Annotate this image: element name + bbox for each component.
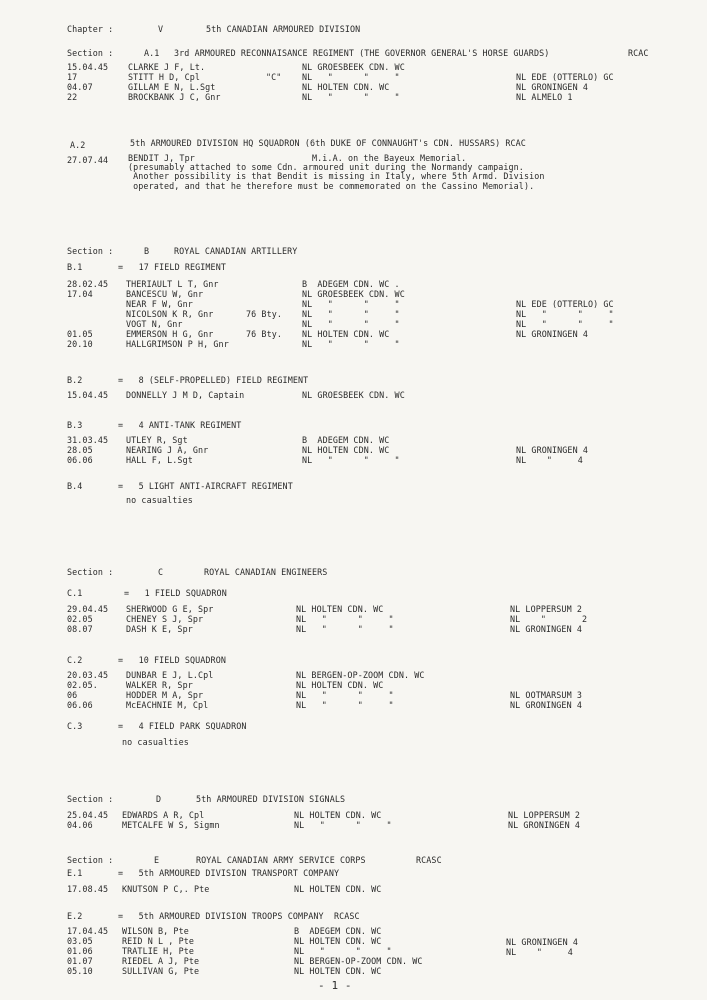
e2-row-date: 01.06 [67, 946, 93, 956]
a2-note: (presumably attached to some Cdn. armoured unit during the Normandy campaign. Another possibility is that Bendit is missing in Italy, where 5th Armd. Division operated, and that he therefore must be commemorated on the Cassino Memorial). [128, 162, 545, 191]
b1-row-name: VOGT N, Gnr [126, 319, 183, 329]
section-d-title: 5th ARMOURED DIVISION SIGNALS [196, 794, 346, 804]
e2-row-ref: B ADEGEM CDN. WC [294, 926, 382, 936]
e2-row-ref: NL HOLTEN CDN. WC [294, 936, 382, 946]
b1-row-ref: NL " " " [302, 299, 400, 309]
b1-row-ref: B ADEGEM CDN. WC . [302, 279, 400, 289]
c2-row-ref: NL " " " [296, 700, 394, 710]
c2-row-memorial: NL GRONINGEN 4 [510, 700, 582, 710]
b3-row-memorial: NL GRONINGEN 4 [516, 445, 588, 455]
a1-row-memorial: NL EDE (OTTERLO) GC [516, 72, 614, 82]
d-row-date: 25.04.45 [67, 810, 109, 820]
b1-code: B.1 [67, 262, 83, 272]
a1-row-name: GILLAM E N, L.Sgt [128, 82, 216, 92]
c2-row-date: 02.05. [67, 680, 98, 690]
b3-row-name: NEARING J A, Gnr [126, 445, 209, 455]
section-b-label: Section : [67, 246, 114, 256]
chapter-label: Chapter : [67, 24, 114, 34]
e2-row-name: RIEDEL A J, Pte [122, 956, 200, 966]
c2-row-date: 06 [67, 690, 78, 700]
section-e-title: ROYAL CANADIAN ARMY SERVICE CORPS [196, 855, 366, 865]
c2-row-ref: NL HOLTEN CDN. WC [296, 680, 384, 690]
a2-date: 27.07.44 [67, 155, 109, 165]
a1-row-date: 17 [67, 72, 78, 82]
b1-title: = 17 FIELD REGIMENT [118, 262, 226, 272]
b3-title: = 4 ANTI-TANK REGIMENT [118, 420, 242, 430]
a1-row-date: 04.07 [67, 82, 93, 92]
b3-row-name: UTLEY R, Sgt [126, 435, 188, 445]
b1-row-extra: 76 Bty. [246, 329, 282, 339]
c2-row-memorial: NL OOTMARSUM 3 [510, 690, 582, 700]
c1-row-ref: NL " " " [296, 624, 394, 634]
c2-row-ref: NL BERGEN-OP-ZOOM CDN. WC [296, 670, 425, 680]
e2-row-name: SULLIVAN G, Pte [122, 966, 200, 976]
b3-row-date: 28.05 [67, 445, 93, 455]
c1-row-date: 02.05 [67, 614, 93, 624]
a1-row-extra: "C" [266, 72, 282, 82]
b1-row-memorial: NL GRONINGEN 4 [516, 329, 588, 339]
c2-row-name: WALKER R, Spr [126, 680, 193, 690]
a1-row-date: 22 [67, 92, 78, 102]
d-row-name: METCALFE W S, Sigmn [122, 820, 220, 830]
section-a-label: Section : [67, 48, 114, 58]
b4-title: = 5 LIGHT ANTI-AIRCRAFT REGIMENT [118, 481, 293, 491]
e2-row-date: 17.04.45 [67, 926, 109, 936]
section-c-letter: C [158, 567, 164, 577]
a1-row-ref: NL " " " [302, 92, 400, 102]
a2-name: BENDIT J, Tpr [128, 153, 195, 163]
e2-row-name: REID N L , Pte [122, 936, 194, 946]
c3-note: no casualties [122, 737, 189, 747]
a1-row-memorial: NL GRONINGEN 4 [516, 82, 588, 92]
b2-title: = 8 (SELF-PROPELLED) FIELD REGIMENT [118, 375, 309, 385]
section-b-letter: B [144, 246, 150, 256]
b1-row-name: EMMERSON H G, Gnr [126, 329, 214, 339]
c3-code: C.3 [67, 721, 83, 731]
e2-row-ref: NL BERGEN-OP-ZOOM CDN. WC [294, 956, 423, 966]
d-row-name: EDWARDS A R, Cpl [122, 810, 205, 820]
a2-code: A.2 [70, 140, 86, 150]
b1-row-ref: NL GROESBEEK CDN. WC [302, 289, 405, 299]
b3-row-name: HALL F, L.Sgt [126, 455, 193, 465]
e2-row-memorial: NL GRONINGEN 4 [506, 937, 578, 947]
e2-row-name: TRATLIE H, Pte [122, 946, 194, 956]
a1-corps: RCAC [628, 48, 649, 58]
c1-row-memorial: NL " 2 [510, 614, 588, 624]
b1-row-ref: NL HOLTEN CDN. WC [302, 329, 390, 339]
e1-code: E.1 [67, 868, 83, 878]
e1-row-ref: NL HOLTEN CDN. WC [294, 884, 382, 894]
b2-row-name: DONNELLY J M D, Captain [126, 390, 245, 400]
e2-row-memorial: NL " 4 [506, 947, 573, 957]
c1-row-name: CHENEY S J, Spr [126, 614, 204, 624]
c1-row-ref: NL " " " [296, 614, 394, 624]
a1-row-ref: NL GROESBEEK CDN. WC [302, 62, 405, 72]
b3-row-ref: NL HOLTEN CDN. WC [302, 445, 390, 455]
b1-row-date: 17.04 [67, 289, 93, 299]
e2-row-date: 05.10 [67, 966, 93, 976]
b1-row-ref: NL " " " [302, 319, 400, 329]
a2-title: 5th ARMOURED DIVISION HQ SQUADRON (6th DUKE OF CONNAUGHT's CDN. HUSSARS) RCAC [130, 138, 526, 148]
a1-row-name: BROCKBANK J C, Gnr [128, 92, 221, 102]
c2-row-ref: NL " " " [296, 690, 394, 700]
c2-title: = 10 FIELD SQUADRON [118, 655, 226, 665]
c2-row-date: 20.03.45 [67, 670, 109, 680]
c1-title: = 1 FIELD SQUADRON [124, 588, 227, 598]
section-c-title: ROYAL CANADIAN ENGINEERS [204, 567, 328, 577]
b3-row-date: 31.03.45 [67, 435, 109, 445]
e2-row-ref: NL " " " [294, 946, 392, 956]
b4-note: no casualties [126, 495, 193, 505]
e2-row-date: 01.07 [67, 956, 93, 966]
section-b-title: ROYAL CANADIAN ARTILLERY [174, 246, 298, 256]
d-row-ref: NL HOLTEN CDN. WC [294, 810, 382, 820]
a1-code: A.1 [144, 48, 160, 58]
a1-row-name: STITT H D, Cpl [128, 72, 200, 82]
b1-row-memorial: NL " " " [516, 309, 614, 319]
section-e-corps: RCASC [416, 855, 442, 865]
b3-code: B.3 [67, 420, 83, 430]
b2-row-date: 15.04.45 [67, 390, 109, 400]
b1-row-memorial: NL " " " [516, 319, 614, 329]
c2-row-name: McEACHNIE M, Cpl [126, 700, 209, 710]
e2-row-date: 03.05 [67, 936, 93, 946]
c2-row-date: 06.06 [67, 700, 93, 710]
b1-row-date: 20.10 [67, 339, 93, 349]
section-d-label: Section : [67, 794, 114, 804]
e1-row-date: 17.08.45 [67, 884, 109, 894]
e1-title: = 5th ARMOURED DIVISION TRANSPORT COMPANY [118, 868, 340, 878]
e2-row-ref: NL HOLTEN CDN. WC [294, 966, 382, 976]
page-number: - 1 - [318, 979, 352, 992]
b1-row-name: NEAR F W, Gnr [126, 299, 193, 309]
a1-row-name: CLARKE J F, Lt. [128, 62, 206, 72]
section-d-letter: D [156, 794, 162, 804]
d-row-date: 04.06 [67, 820, 93, 830]
d-row-memorial: NL LOPPERSUM 2 [508, 810, 580, 820]
c2-row-name: HODDER M A, Spr [126, 690, 204, 700]
c1-row-name: SHERWOOD G E, Spr [126, 604, 214, 614]
section-e-letter: E [154, 855, 160, 865]
a1-row-ref: NL HOLTEN CDN. WC [302, 82, 390, 92]
d-row-memorial: NL GRONINGEN 4 [508, 820, 580, 830]
b1-row-date: 28.02.45 [67, 279, 109, 289]
b3-row-date: 06.06 [67, 455, 93, 465]
c1-row-ref: NL HOLTEN CDN. WC [296, 604, 384, 614]
e2-row-name: WILSON B, Pte [122, 926, 189, 936]
section-c-label: Section : [67, 567, 114, 577]
e1-row-name: KNUTSON P C,. Pte [122, 884, 210, 894]
d-row-ref: NL " " " [294, 820, 392, 830]
b1-row-name: NICOLSON K R, Gnr [126, 309, 214, 319]
a1-row-ref: NL " " " [302, 72, 400, 82]
b1-row-date: 01.05 [67, 329, 93, 339]
a1-title: 3rd ARMOURED RECONNAISANCE REGIMENT (THE GOVERNOR GENERAL'S HORSE GUARDS) [174, 48, 550, 58]
c1-row-memorial: NL LOPPERSUM 2 [510, 604, 582, 614]
c1-row-date: 08.07 [67, 624, 93, 634]
b2-row-ref: NL GROESBEEK CDN. WC [302, 390, 405, 400]
b1-row-name: BANCESCU W, Gnr [126, 289, 204, 299]
a1-row-date: 15.04.45 [67, 62, 109, 72]
e2-code: E.2 [67, 911, 83, 921]
c1-row-date: 29.04.45 [67, 604, 109, 614]
b1-row-memorial: NL EDE (OTTERLO) GC [516, 299, 614, 309]
a2-reference: M.i.A. on the Bayeux Memorial. [312, 153, 467, 163]
e2-title: = 5th ARMOURED DIVISION TROOPS COMPANY RCASC [118, 911, 360, 921]
c1-code: C.1 [67, 588, 83, 598]
c3-title: = 4 FIELD PARK SQUADRON [118, 721, 247, 731]
b2-code: B.2 [67, 375, 83, 385]
b1-row-name: HALLGRIMSON P H, Gnr [126, 339, 229, 349]
section-e-label: Section : [67, 855, 114, 865]
b1-row-ref: NL " " " [302, 309, 400, 319]
chapter-title: 5th CANADIAN ARMOURED DIVISION [206, 24, 361, 34]
c1-row-memorial: NL GRONINGEN 4 [510, 624, 582, 634]
b1-row-name: THERIAULT L T, Gnr [126, 279, 219, 289]
a1-row-memorial: NL ALMELO 1 [516, 92, 573, 102]
chapter-number: V [158, 24, 164, 34]
c2-code: C.2 [67, 655, 83, 665]
b1-row-ref: NL " " " [302, 339, 400, 349]
c2-row-name: DUNBAR E J, L.Cpl [126, 670, 214, 680]
b1-row-extra: 76 Bty. [246, 309, 282, 319]
c1-row-name: DASH K E, Spr [126, 624, 193, 634]
b3-row-memorial: NL " 4 [516, 455, 583, 465]
b3-row-ref: B ADEGEM CDN. WC [302, 435, 390, 445]
b4-code: B.4 [67, 481, 83, 491]
b3-row-ref: NL " " " [302, 455, 400, 465]
